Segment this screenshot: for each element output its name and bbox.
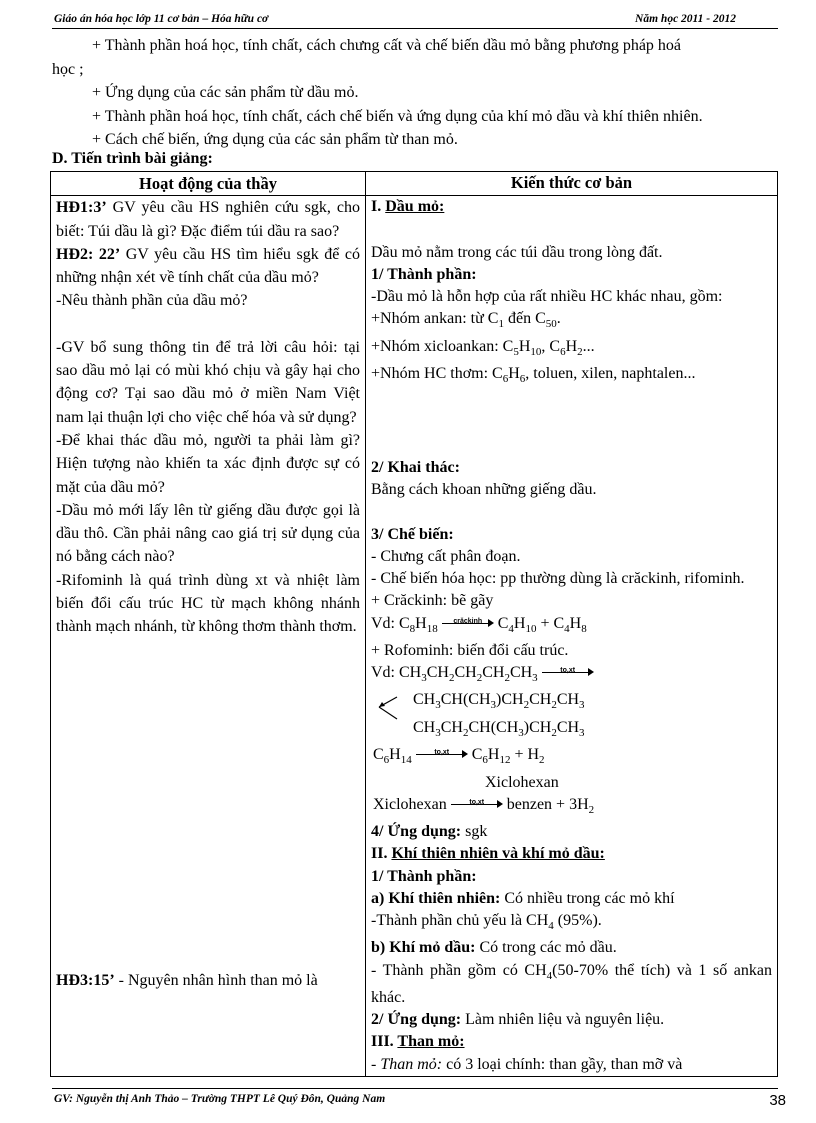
ch4-line: -Thành phần chủ yếu là $CH_4$ (95%). bbox=[371, 912, 602, 933]
s3-title: Than mỏ: bbox=[397, 1033, 465, 1051]
chebien-title: 3/ Chế biến: bbox=[371, 525, 454, 543]
hd3-label: HĐ3:15’ bbox=[56, 971, 115, 989]
ankan-line: +Nhóm ankan: từ $C_1$ đến $C_{50}$. bbox=[371, 310, 561, 331]
hd3-text: - Nguyên nhân hình than mỏ là bbox=[118, 971, 318, 989]
s1-title: Dầu mỏ: bbox=[385, 198, 445, 216]
reaction-arrow: to,xt bbox=[542, 664, 594, 678]
hd1-label: HĐ1:3’ bbox=[56, 199, 107, 217]
chebien-1: - Chưng cất phân đoạn. bbox=[371, 547, 521, 565]
crack-desc: + Crăckinh: bẽ gãy bbox=[371, 592, 494, 610]
s2-title: Khí thiên nhiên và khí mỏ dầu: bbox=[391, 845, 605, 863]
reaction-arrow: to,xt bbox=[451, 796, 503, 810]
rofo-equation: Vd: $CH_3CH_2CH_2CH_2CH_3$ to,xt bbox=[371, 662, 772, 689]
intro-line: học ; bbox=[52, 60, 84, 78]
reaction-arrow: to,xt bbox=[416, 746, 468, 760]
intro-line: + Thành phần hoá học, tính chất, cách chế biến và ứng dụng của khí mỏ dầu và khí thiên nhiên. bbox=[92, 107, 703, 125]
rofo-product-1: $CH_3CH(CH_3)CH_2CH_2CH_3$ bbox=[371, 689, 772, 716]
khi-mo-dau-label: b) Khí mỏ dầu: bbox=[371, 939, 476, 957]
footer-author: GV: Nguyễn thị Anh Thảo – Trường THPT Lê Quý Đôn, Quảng Nam bbox=[54, 1093, 386, 1105]
khi-thien-nhien-label: a) Khí thiên nhiên: bbox=[371, 889, 501, 907]
ud-desc: sgk bbox=[465, 823, 488, 841]
header-year: Năm học 2011 - 2012 bbox=[635, 13, 736, 25]
intro-line: + Ứng dụng của các sản phẩm từ dầu mỏ. bbox=[92, 84, 359, 101]
hd1-text: GV yêu cầu HS nghiên cứu sgk, cho biết: Túi dầu là gì? Đặc điểm túi dầu ra sao? bbox=[56, 199, 360, 240]
section-title: D. Tiến trình bài giảng: bbox=[52, 150, 213, 167]
hd2-text: GV yêu cầu HS tìm hiểu sgk để có những nhận xét về tính chất của dầu mỏ? bbox=[56, 245, 361, 287]
comp-desc: -Dầu mỏ là hỗn hợp của rất nhiều HC khác nhau, gồm: bbox=[371, 287, 723, 305]
cyclo-equation: $C_6H_{14}$ to,xt $C_6H_{12} + H_2$ bbox=[373, 746, 545, 767]
teacher-activities bbox=[51, 196, 366, 1077]
s1-number: I. bbox=[371, 198, 382, 216]
s1-desc: Dầu mỏ nằm trong các túi dầu trong lòng đất. bbox=[371, 243, 663, 261]
khi-mo-dau-desc: Có trong các mỏ dầu. bbox=[479, 939, 617, 957]
mo-dau-comp: - Thành phần gồm có $CH_4(50-70\%$ thể tích) và 1 số ankan khác. bbox=[371, 961, 772, 1007]
chebien-2: - Chế biến hóa học: pp thường dùng là crăckinh, rifominh. bbox=[371, 570, 745, 588]
ud2-title: 2/ Ứng dụng: bbox=[371, 1011, 462, 1029]
thom-line: +Nhóm HC thơm: $C_6H_6$, toluen, xilen, naphtalen... bbox=[371, 364, 696, 386]
s2-number: II. bbox=[371, 845, 388, 863]
intro-objectives bbox=[52, 34, 782, 152]
than-mo-line: - Than mỏ: có 3 loại chính: than gầy, than mỡ và bbox=[371, 1055, 683, 1073]
khaithac-title: 2/ Khai thác: bbox=[371, 459, 460, 477]
knowledge-content bbox=[366, 196, 778, 1077]
ud2-desc: Làm nhiên liệu và nguyên liệu. bbox=[465, 1011, 665, 1029]
s2-comp-title: 1/ Thành phần: bbox=[371, 867, 477, 885]
teacher-question: -Rifominh là quá trình dùng xt và nhiệt làm biến đổi cấu trúc HC từ mạch không nhánh thành mạch nhánh, từ không thơm thành thơm. bbox=[56, 571, 360, 636]
header-course: Giáo án hóa học lớp 11 cơ bản – Hóa hữu cơ bbox=[54, 13, 269, 25]
crack-equation: Vd: $C_8H_{18}$ crăckinh $C_4H_{10} + C_4H_8$ bbox=[371, 614, 587, 635]
intro-line: + Thành phần hoá học, tính chất, cách chưng cất và chế biến dầu mỏ bằng phương pháp hoá bbox=[92, 37, 682, 54]
ud-title: 4/ Ứng dụng: bbox=[371, 823, 462, 841]
rofo-product-2: $CH_3CH_2CH(CH_3)CH_2CH_3$ bbox=[413, 718, 585, 740]
hd2-label: HĐ2: 22’ bbox=[56, 245, 121, 263]
teacher-question: -Nêu thành phần của dầu mỏ? bbox=[56, 292, 248, 310]
branch-arrows-icon bbox=[375, 693, 405, 729]
intro-line: + Cách chế biến, ứng dụng của các sản phẩm từ than mỏ. bbox=[92, 131, 458, 148]
s3-number: III. bbox=[371, 1033, 394, 1051]
khi-thien-nhien-desc: Có nhiều trong các mỏ khí bbox=[504, 889, 675, 907]
benzen-equation: Xiclohexan to,xt benzen + $3H_2$ bbox=[373, 795, 595, 817]
lesson-table bbox=[50, 171, 778, 1077]
reaction-arrow: crăckinh bbox=[442, 615, 494, 629]
teacher-question: -GV bổ sung thông tin để trả lời câu hỏi: tại sao dầu mỏ lại có mùi khó chịu và gây hại cho động cơ? Tại sao dầu mỏ ở miền Nam Việt nam lại thuận lợi cho việc chế hóa và sử dụng? bbox=[56, 338, 360, 426]
teacher-question: -Để khai thác dầu mỏ, người ta phải làm gì? Hiện tượng nào khiến ta xác định được sự có mặt của dầu mỏ? bbox=[56, 431, 360, 496]
page-header bbox=[52, 12, 778, 29]
khaithac-desc: Bằng cách khoan những giếng dầu. bbox=[371, 481, 597, 499]
page-footer bbox=[52, 1088, 786, 1109]
rofo-desc: + Rofominh: biến đổi cấu trúc. bbox=[371, 641, 569, 659]
knowledge-column-header: Kiến thức cơ bản bbox=[366, 172, 778, 196]
page-number: 38 bbox=[769, 1092, 786, 1109]
cyclo-product: Xiclohexan bbox=[485, 773, 559, 791]
teacher-question: -Dầu mỏ mới lấy lên từ giếng dầu được gọi là dầu thô. Cần phải nâng cao giá trị sử dụng của nó bằng cách nào? bbox=[56, 501, 360, 566]
comp-title: 1/ Thành phần: bbox=[371, 265, 477, 283]
teacher-column-header: Hoạt động của thầy bbox=[51, 172, 366, 196]
xiclo-line: +Nhóm xicloankan: $C_5H_{10}$, $C_6H_2$... bbox=[371, 337, 595, 358]
